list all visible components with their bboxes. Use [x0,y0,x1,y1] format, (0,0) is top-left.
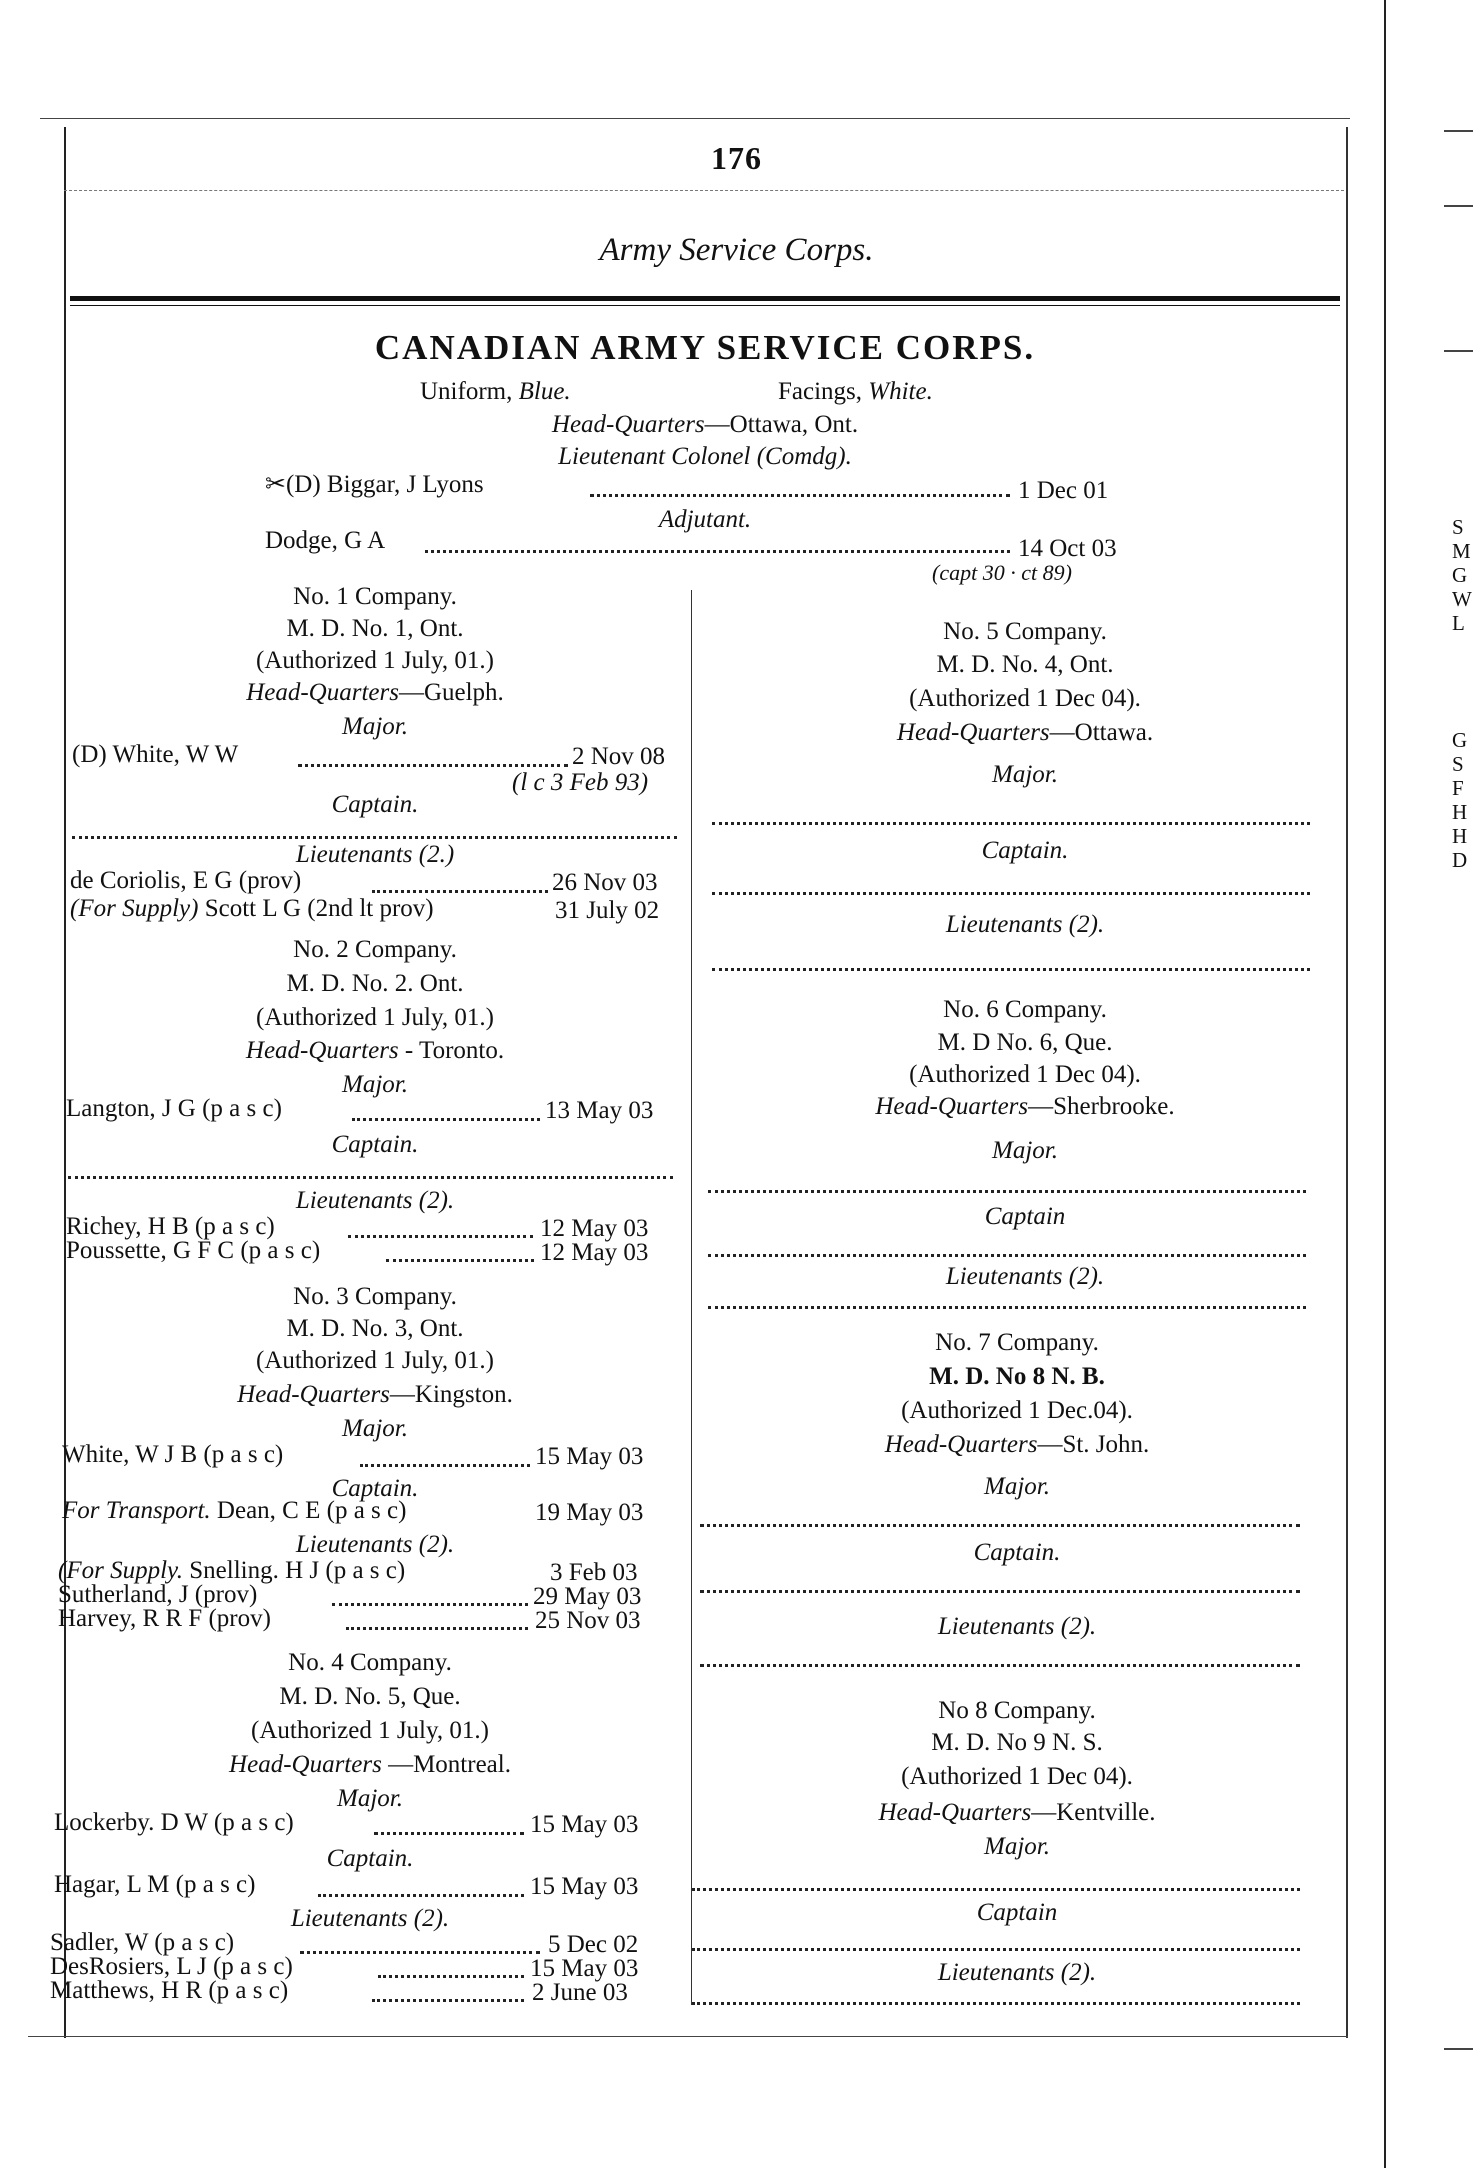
rank-label: Lieutenants (2). [945,1263,1105,1290]
officer-date: 25 Nov 03 [535,1607,641,1634]
corps-title: CANADIAN ARMY SERVICE CORPS. [374,328,1036,367]
leader-dots [298,764,568,767]
officer-date: 2 June 03 [532,1979,628,2006]
officer-entry [70,894,434,924]
rank-label: Major. [337,1785,403,1812]
officer-date: 5 Dec 02 [548,1931,639,1958]
company-heading: No. 3 Company. [293,1283,457,1310]
rank-label: Major. [984,1833,1050,1860]
hq-value: - Toronto. [398,1037,505,1064]
officer-note: (l c 3 Feb 93) [512,769,649,796]
district: M. D. No. 2. Ont. [286,970,464,997]
officer-name: White, W J B (p a s c) [62,1441,284,1468]
facings-value: White. [868,378,933,405]
leader-dots [425,550,1010,553]
officer-entry [62,1496,406,1526]
vacancy-dots [712,892,1310,895]
uniform-line [420,377,571,407]
authorized: (Authorized 1 July, 01.) [256,1347,494,1374]
officer-date: 12 May 03 [540,1215,649,1242]
edge-letter: S [1452,515,1464,539]
officer-date: 15 May 03 [530,1873,639,1900]
leader-dots [360,1464,530,1467]
hq-label: Head-Quarters [551,411,705,438]
facings-line [778,377,933,407]
district: M. D. No. 3, Ont. [286,1315,464,1342]
leader-dots [300,1951,540,1954]
bottom-border [28,2036,1348,2037]
edge-letter: M [1452,539,1471,563]
officer-name: Scott L G (2nd lt prov) [204,895,434,922]
vacancy-dots [708,1190,1306,1193]
company-heading: No 8 Company. [938,1697,1096,1724]
officer-date: 29 May 03 [533,1583,642,1610]
district: M. D. No 8 N. B. [929,1363,1105,1390]
rank-label: Captain. [981,837,1069,864]
adjacent-page-letters-top [1452,515,1472,635]
hq-label: Head-Quarters [246,679,399,706]
officer-name: Snelling. H J (p a s c) [189,1557,406,1584]
officer-name: DesRosiers, L J (p a s c) [50,1953,293,1980]
lt-col-name: ✂(D) Biggar, J Lyons [265,471,484,498]
headquarters [140,678,610,708]
rank-label: Lieutenants (2). [295,1187,455,1214]
authorized: (Authorized 1 Dec 04). [909,685,1141,712]
edge-letter: H [1452,800,1468,824]
hq-line [0,410,1410,440]
vacancy-dots [708,1254,1306,1257]
edge-letter: S [1452,752,1464,776]
rank-label: Captain. [326,1845,414,1872]
rank-label: Lieutenants (2). [290,1905,450,1932]
officer-prefix: (For Supply) [70,895,199,922]
rank-label: Major. [992,1137,1058,1164]
rank-label: Lieutenants (2). [295,1531,455,1558]
officer-name: Dean, C E (p a s c) [216,1497,407,1524]
company-heading: No. 5 Company. [943,618,1107,645]
officer-name: (D) White, W W [72,741,239,768]
officer-date: 13 May 03 [545,1097,654,1124]
rank-label: Captain. [331,1131,419,1158]
facings-label: Facings, [778,378,863,405]
officer-date: 2 Nov 08 [572,743,666,770]
officer-date: 31 July 02 [555,897,660,924]
hq-value: —Ottawa, Ont. [704,411,859,438]
officer-name: Lockerby. D W (p a s c) [54,1809,294,1836]
headquarters [140,1036,610,1066]
officer-name: Poussette, G F C (p a s c) [66,1237,321,1264]
headquarters [782,1798,1252,1828]
rank-label: Captain. [331,1475,419,1502]
district: M. D No. 6, Que. [937,1029,1113,1056]
edge-letter: G [1452,728,1468,752]
rank-label: Captain [984,1203,1066,1230]
leader-dots [372,890,548,893]
hq-value: —Ottawa. [1049,719,1154,746]
hq-value: —Guelph. [398,679,504,706]
edge-letter: W [1452,587,1472,611]
edge-letter: G [1452,563,1468,587]
hq-value: —Montreal. [381,1751,511,1778]
officer-date: 15 May 03 [535,1443,644,1470]
authorized: (Authorized 1 July, 01.) [256,1004,494,1031]
hq-label: Head-Quarters [884,1431,1038,1458]
column-divider [691,590,692,2005]
vacancy-dots [72,836,677,839]
company-heading: No. 1 Company. [293,583,457,610]
district: M. D. No 9 N. S. [931,1729,1103,1756]
authorized: (Authorized 1 July, 01.) [256,647,494,674]
hq-value: —Kingston. [389,1381,513,1408]
hq-value: —Sherbrooke. [1028,1093,1175,1120]
officer-date: 12 May 03 [540,1239,649,1266]
vacancy-dots [708,1306,1306,1309]
hq-label: Head-Quarters [875,1093,1029,1120]
leader-dots [332,1603,528,1606]
officer-name: Hagar, L M (p a s c) [54,1871,256,1898]
district: M. D. No. 1, Ont. [286,615,464,642]
edge-letter: D [1452,848,1468,872]
edge-mark [1444,2048,1473,2050]
vacancy-dots [700,1664,1300,1667]
hq-label: Head-Quarters [896,719,1050,746]
rank-label: Major. [984,1473,1050,1500]
edge-letter: L [1452,611,1465,635]
headquarters [140,1380,610,1410]
hq-value: —Kentville. [1031,1799,1156,1826]
headquarters [790,718,1260,748]
leader-dots [378,1975,524,1978]
hq-value: —St. John. [1037,1431,1150,1458]
double-rule-thin [70,305,1340,306]
headquarters [782,1430,1252,1460]
divider [64,190,1344,191]
rank-label: Captain. [331,791,419,818]
officer-name: Richey, H B (p a s c) [66,1213,275,1240]
authorized: (Authorized 1 July, 01.) [251,1717,489,1744]
rank-label: Lieutenants (2). [937,1959,1097,1986]
leader-dots [386,1259,534,1262]
edge-letter: H [1452,824,1468,848]
hq-label: Head-Quarters [237,1381,390,1408]
rank-label: Major. [992,761,1058,788]
authorized: (Authorized 1 Dec 04). [909,1061,1141,1088]
leader-dots [374,1832,524,1835]
officer-date: 15 May 03 [530,1811,639,1838]
leader-dots [318,1894,524,1897]
adjutant-date: 14 Oct 03 [1018,535,1117,562]
company-heading: No. 7 Company. [935,1329,1099,1356]
officer-date: 26 Nov 03 [552,869,658,896]
leader-dots [348,1235,533,1238]
headquarters [790,1092,1260,1122]
officer-name: Matthews, H R (p a s c) [50,1977,289,2004]
officer-name: Harvey, R R F (prov) [58,1605,271,1632]
district: M. D. No. 4, Ont. [936,651,1114,678]
uniform-value: Blue. [518,378,571,405]
edge-mark [1444,350,1473,352]
hq-label: Head-Quarters [245,1037,399,1064]
adjacent-page-letters-bottom [1452,728,1467,872]
hq-label: Head-Quarters [878,1799,1032,1826]
lt-col-date: 1 Dec 01 [1018,477,1109,504]
vacancy-dots [700,1524,1300,1527]
officer-date: 15 May 03 [530,1955,639,1982]
rank-label: Major. [342,713,408,740]
officer-prefix: For Transport. [62,1497,211,1524]
rank-label: Captain [976,1899,1058,1926]
officer-name: Langton, J G (p a s c) [66,1095,282,1122]
rank-label: Captain. [973,1539,1061,1566]
vacancy-dots [68,1176,673,1179]
officer-date: 3 Feb 03 [550,1559,638,1586]
rank-label: Lieutenants (2). [945,911,1105,938]
company-heading: No. 6 Company. [943,996,1107,1023]
edge-letter: F [1452,776,1464,800]
vacancy-dots [712,968,1310,971]
rank-label: Major. [342,1415,408,1442]
uniform-label: Uniform, [420,378,513,405]
adjutant-name: Dodge, G A [265,527,386,554]
lt-col-rank: Lieutenant Colonel (Comdg). [558,443,852,470]
rank-label: Lieutenants (2.) [295,841,455,868]
vacancy-dots [712,822,1310,825]
authorized: (Authorized 1 Dec 04). [901,1763,1133,1790]
vacancy-dots [700,1590,1300,1593]
officer-name: de Coriolis, E G (prov) [70,867,302,894]
rank-label: Major. [342,1071,408,1098]
officer-prefix: (For Supply. [58,1557,183,1584]
adjacent-page-edge [1384,0,1386,2168]
company-heading: No. 4 Company. [288,1649,452,1676]
leader-dots [346,1627,528,1630]
headquarters [135,1750,605,1780]
adjutant-rank: Adjutant. [658,506,752,533]
officer-date: 19 May 03 [535,1499,644,1526]
vacancy-dots [692,1888,1300,1891]
authorized: (Authorized 1 Dec.04). [901,1397,1133,1424]
adjutant-note: (capt 30 · ct 89) [932,560,1072,585]
hq-label: Head-Quarters [229,1751,382,1778]
running-head: Army Service Corps. [599,232,874,268]
vacancy-dots [692,1948,1300,1951]
leader-dots [352,1118,540,1121]
leader-dots [372,1999,524,2002]
edge-mark [1444,205,1473,207]
district: M. D. No. 5, Que. [279,1683,461,1710]
top-border [40,118,1350,119]
leader-dots [590,494,1010,497]
page-number: 176 [711,140,762,176]
company-heading: No. 2 Company. [293,936,457,963]
officer-name: Sutherland, J (prov) [58,1581,258,1608]
officer-name: Sadler, W (p a s c) [50,1929,235,1956]
vacancy-dots [692,2002,1300,2005]
rank-label: Lieutenants (2). [937,1613,1097,1640]
double-rule-thick [70,296,1340,301]
edge-mark [1444,130,1473,132]
